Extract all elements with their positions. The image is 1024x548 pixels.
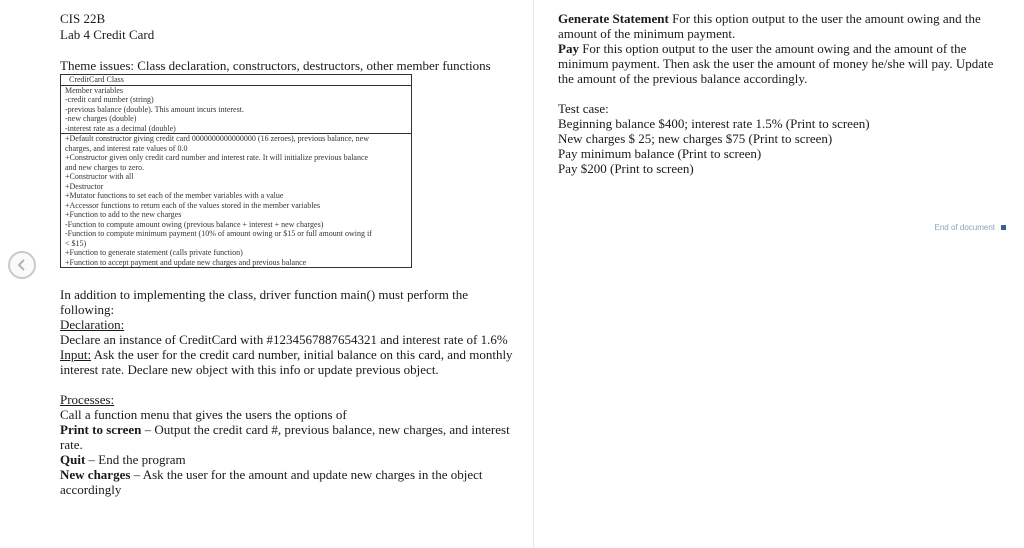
function-item: charges, and interest rate values of 0.0	[65, 143, 188, 153]
previous-page-button[interactable]	[8, 251, 36, 279]
lab-title: Lab 4 Credit Card	[60, 27, 155, 42]
input-label: Input:	[60, 347, 92, 362]
function-item: +Mutator functions to set each of the member variables with a value	[65, 191, 284, 200]
function-item: +Constructor given only credit card number and interest rate. It will initialize previous balance	[65, 153, 369, 162]
member-functions-section	[61, 134, 411, 267]
end-marker-icon	[1001, 225, 1006, 230]
document-page-left	[50, 0, 532, 548]
generate-statement-text: For this option output to the user the amount owing and the amount of the minimum payment.	[558, 11, 981, 41]
pay-option	[558, 41, 1004, 86]
class-title: CreditCard Class	[61, 75, 411, 86]
function-item: < $15)	[65, 238, 87, 248]
new-charges-text: – Ask the user for the amount and update new charges in the object accordingly	[60, 467, 483, 497]
function-item: +Constructor with all	[65, 172, 134, 181]
member-item: -credit card number (string)	[65, 95, 154, 104]
course-title: CIS 22B	[60, 11, 106, 26]
pay-label: Pay	[558, 41, 579, 56]
function-item: +Function to generate statement (calls private function)	[65, 248, 243, 257]
function-item: +Accessor functions to return each of the values stored in the member variables	[65, 200, 321, 210]
class-diagram	[60, 74, 412, 268]
page-divider	[533, 0, 534, 548]
declaration-label: Declaration:	[60, 317, 125, 332]
quit-text: – End the program	[85, 452, 186, 467]
function-item: +Destructor	[65, 181, 104, 191]
processes-block	[60, 392, 520, 422]
member-variables-section	[61, 86, 411, 135]
pay-text: For this option output to the user the amount owing and the amount of the minimum payment. Then ask the user the amount of money he/she will pay. Update the amount of the previous balance accordingly.	[558, 41, 994, 86]
generate-statement-option	[558, 11, 1004, 41]
theme-issues: Theme issues: Class declaration, constructors, destructors, other member functions	[60, 58, 491, 73]
declaration-block	[60, 317, 520, 347]
print-option	[60, 422, 520, 452]
document-page-right	[546, 0, 1016, 548]
test-case-line: Pay $200 (Print to screen)	[558, 161, 694, 176]
test-case-line: New charges $ 25; new charges $75 (Print to screen)	[558, 131, 833, 146]
new-charges-option	[60, 467, 520, 497]
declaration-text: Declare an instance of CreditCard with #1234567887654321 and interest rate of 1.6%	[60, 332, 508, 347]
function-item: -Function to compute minimum payment (10% of amount owing or $15 or full amount owing if	[65, 229, 372, 238]
test-case-line: Pay minimum balance (Print to screen)	[558, 146, 762, 161]
test-case-line: Beginning balance $400; interest rate 1.5% (Print to screen)	[558, 116, 870, 131]
function-item: +Default constructor giving credit card 0000000000000000 (16 zeroes), previous balance, new	[65, 134, 369, 143]
chevron-left-icon	[16, 259, 28, 271]
end-of-document-text: End of document	[934, 223, 995, 232]
function-item: and new charges to zero.	[65, 162, 145, 172]
new-charges-label: New charges	[60, 467, 131, 482]
quit-label: Quit	[60, 452, 86, 467]
processes-text: Call a function menu that gives the users the options of	[60, 407, 347, 422]
members-heading: Member variables	[65, 85, 123, 95]
function-item: -Function to compute amount owing (previous balance + interest + new charges)	[65, 219, 324, 229]
function-item: +Function to accept payment and update new charges and previous balance	[65, 257, 307, 267]
generate-statement-label: Generate Statement	[558, 11, 669, 26]
function-item: +Function to add to the new charges	[65, 210, 182, 219]
end-of-document-label	[935, 223, 1006, 232]
member-item: -new charges (double)	[65, 114, 137, 123]
member-item: -previous balance (double). This amount incurs interest.	[65, 104, 244, 114]
input-block	[60, 347, 520, 377]
print-text: – Output the credit card #, previous balance, new charges, and interest rate.	[60, 422, 510, 452]
quit-option	[60, 452, 520, 467]
test-case-heading: Test case:	[558, 101, 609, 116]
member-item: -interest rate as a decimal (double)	[65, 123, 176, 133]
input-text: Ask the user for the credit card number, initial balance on this card, and monthly interest rate. Declare new object with this info or update previous object.	[60, 347, 513, 377]
intro-paragraph: In addition to implementing the class, driver function main() must perform the following:	[60, 287, 468, 317]
processes-label: Processes:	[60, 392, 115, 407]
print-label: Print to screen	[60, 422, 142, 437]
